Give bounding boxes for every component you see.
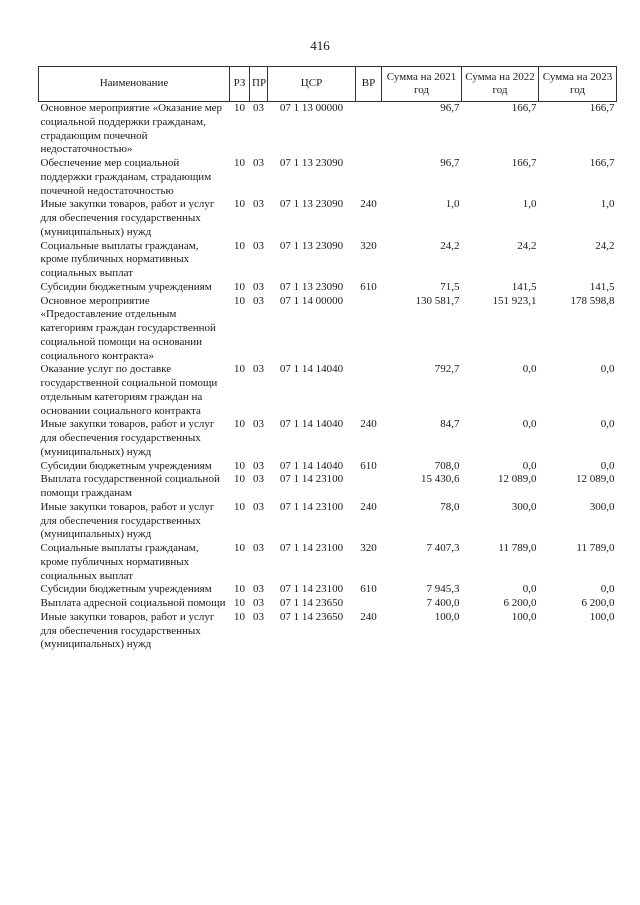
row-name-cell: Субсидии бюджетным учреждениям bbox=[40, 583, 212, 596]
row-vr-cell bbox=[356, 363, 382, 418]
row-rz-cell: 10 bbox=[234, 239, 245, 252]
row-csr-cell: 07 1 13 23090 bbox=[279, 198, 344, 211]
row-pr-cell: 03 bbox=[253, 459, 264, 472]
row-pr-cell: 03 bbox=[253, 102, 264, 114]
row-vr-cell: 240 bbox=[360, 500, 377, 513]
header-csr: ЦСР bbox=[268, 67, 356, 102]
row-name-cell: Иные закупки товаров, работ и услуг для обеспечения государственных (муниципальных) нужд bbox=[40, 610, 215, 651]
header-pr: ПР bbox=[250, 67, 268, 102]
row-vr-cell: 610 bbox=[360, 583, 377, 596]
table-row bbox=[39, 473, 617, 501]
row-name-cell: Социальные выплаты гражданам, кроме публичных нормативных социальных выплат bbox=[40, 542, 199, 582]
row-name-cell: Иные закупки товаров, работ и услуг для обеспечения государственных (муниципальных) нужд bbox=[40, 418, 215, 458]
row-name-cell: Иные закупки товаров, работ и услуг для обеспечения государственных (муниципальных) нужд bbox=[40, 500, 215, 541]
row-sum-2022-cell: 166,7 bbox=[511, 102, 537, 114]
row-name-cell: Основное мероприятие «Предоставление отдельным категориям граждан государственной социальной помощи на основании социального контракта» bbox=[40, 294, 216, 362]
row-sum-2021-cell: 708,0 bbox=[434, 459, 460, 472]
row-sum-2023-cell: 178 598,8 bbox=[570, 294, 615, 307]
row-pr-cell: 03 bbox=[253, 583, 264, 596]
row-vr-cell bbox=[356, 597, 382, 611]
row-name-cell: Обеспечение мер социальной поддержки гражданам, страдающим почечной недостаточностью bbox=[40, 157, 212, 197]
row-rz-cell: 10 bbox=[234, 418, 245, 431]
row-csr-cell: 07 1 14 14040 bbox=[279, 459, 344, 472]
table-row bbox=[39, 102, 617, 158]
row-sum-2022-cell: 6 200,0 bbox=[503, 597, 537, 609]
row-sum-2021-cell: 78,0 bbox=[440, 500, 460, 513]
row-csr-cell: 07 1 14 23100 bbox=[279, 583, 344, 596]
row-sum-2022-cell: 0,0 bbox=[522, 459, 537, 472]
row-sum-2023-cell: 300,0 bbox=[589, 500, 615, 513]
row-rz-cell: 10 bbox=[234, 280, 245, 293]
row-sum-2021-cell: 71,5 bbox=[440, 280, 460, 293]
header-sum-2023: Сумма на 2023 год bbox=[539, 67, 617, 102]
row-rz-cell: 10 bbox=[234, 294, 245, 307]
row-rz-cell: 10 bbox=[234, 500, 245, 513]
row-sum-2021-cell: 24,2 bbox=[440, 239, 460, 252]
table-header bbox=[39, 67, 617, 102]
row-sum-2023-cell: 0,0 bbox=[600, 583, 615, 596]
row-vr-cell: 240 bbox=[360, 418, 377, 431]
row-sum-2022-cell: 0,0 bbox=[522, 363, 537, 376]
table-row bbox=[39, 157, 617, 198]
row-pr-cell: 03 bbox=[253, 500, 264, 513]
row-sum-2022-cell: 0,0 bbox=[522, 583, 537, 596]
table-row bbox=[39, 240, 617, 281]
row-vr-cell: 320 bbox=[360, 542, 377, 554]
row-rz-cell: 10 bbox=[234, 597, 245, 609]
header-rz: РЗ bbox=[230, 67, 250, 102]
row-rz-cell: 10 bbox=[234, 363, 245, 376]
row-sum-2023-cell: 24,2 bbox=[595, 239, 615, 252]
row-name-cell: Оказание услуг по доставке государственной социальной помощи отдельным категориям граждан на основании социального контракта bbox=[40, 363, 218, 417]
row-name-cell: Социальные выплаты гражданам, кроме публичных нормативных социальных выплат bbox=[40, 239, 199, 279]
row-sum-2021-cell: 84,7 bbox=[440, 418, 460, 431]
table-row bbox=[39, 583, 617, 597]
row-rz-cell: 10 bbox=[234, 583, 245, 596]
row-rz-cell: 10 bbox=[234, 157, 245, 169]
table-row bbox=[39, 363, 617, 418]
row-rz-cell: 10 bbox=[234, 473, 245, 486]
row-sum-2021-cell: 7 945,3 bbox=[426, 583, 460, 596]
row-csr-cell: 07 1 14 14040 bbox=[279, 418, 344, 431]
row-vr-cell: 320 bbox=[360, 239, 377, 252]
row-pr-cell: 03 bbox=[253, 157, 264, 169]
table-row bbox=[39, 418, 617, 459]
header-sum-2021: Сумма на 2021 год bbox=[382, 67, 462, 102]
table-row bbox=[39, 295, 617, 364]
row-sum-2023-cell: 12 089,0 bbox=[576, 473, 615, 486]
row-rz-cell: 10 bbox=[234, 102, 245, 114]
row-csr-cell: 07 1 13 23090 bbox=[279, 239, 344, 252]
row-sum-2022-cell: 166,7 bbox=[511, 157, 537, 169]
row-csr-cell: 07 1 13 23090 bbox=[279, 280, 344, 293]
header-name: Наименование bbox=[39, 67, 230, 102]
row-sum-2021-cell: 100,0 bbox=[434, 610, 460, 623]
table-row bbox=[39, 542, 617, 583]
row-csr-cell: 07 1 13 23090 bbox=[279, 157, 344, 169]
row-sum-2023-cell: 0,0 bbox=[600, 363, 615, 376]
row-pr-cell: 03 bbox=[253, 418, 264, 431]
header-row bbox=[39, 67, 617, 102]
header-sum-2022: Сумма на 2022 год bbox=[462, 67, 539, 102]
row-sum-2023-cell: 0,0 bbox=[600, 418, 615, 431]
row-pr-cell: 03 bbox=[253, 597, 264, 609]
table-row bbox=[39, 198, 617, 239]
row-sum-2023-cell: 1,0 bbox=[600, 198, 615, 211]
row-sum-2021-cell: 15 430,6 bbox=[421, 473, 460, 486]
row-vr-cell bbox=[356, 295, 382, 364]
row-sum-2022-cell: 141,5 bbox=[511, 280, 537, 293]
row-pr-cell: 03 bbox=[253, 198, 264, 211]
row-sum-2022-cell: 0,0 bbox=[522, 418, 537, 431]
row-pr-cell: 03 bbox=[253, 239, 264, 252]
table-row bbox=[39, 597, 617, 611]
row-vr-cell bbox=[356, 473, 382, 501]
table-body bbox=[39, 102, 617, 653]
table-row bbox=[39, 281, 617, 295]
row-sum-2021-cell: 7 400,0 bbox=[426, 597, 460, 609]
row-vr-cell bbox=[356, 102, 382, 158]
row-csr-cell: 07 1 14 14040 bbox=[279, 363, 344, 376]
row-csr-cell: 07 1 14 23650 bbox=[279, 610, 344, 623]
row-sum-2023-cell: 166,7 bbox=[589, 102, 615, 114]
page-number: 416 bbox=[310, 38, 330, 53]
row-sum-2023-cell: 100,0 bbox=[589, 610, 615, 623]
row-sum-2023-cell: 6 200,0 bbox=[581, 597, 615, 609]
row-csr-cell: 07 1 14 23650 bbox=[279, 597, 344, 609]
row-vr-cell: 610 bbox=[360, 459, 377, 472]
row-sum-2022-cell: 1,0 bbox=[522, 198, 537, 211]
row-sum-2021-cell: 7 407,3 bbox=[426, 542, 460, 554]
header-vr: ВР bbox=[356, 67, 382, 102]
row-sum-2022-cell: 12 089,0 bbox=[498, 473, 537, 486]
row-name-cell: Выплата адресной социальной помощи bbox=[40, 597, 226, 609]
row-csr-cell: 07 1 14 23100 bbox=[279, 473, 344, 486]
row-pr-cell: 03 bbox=[253, 542, 264, 554]
row-pr-cell: 03 bbox=[253, 473, 264, 486]
row-pr-cell: 03 bbox=[253, 610, 264, 623]
row-sum-2021-cell: 1,0 bbox=[445, 198, 460, 211]
row-sum-2021-cell: 96,7 bbox=[440, 157, 460, 169]
row-name-cell: Субсидии бюджетным учреждениям bbox=[40, 280, 212, 293]
row-sum-2021-cell: 792,7 bbox=[434, 363, 460, 376]
table-row bbox=[39, 501, 617, 542]
row-vr-cell: 240 bbox=[360, 198, 377, 211]
row-sum-2021-cell: 96,7 bbox=[440, 102, 460, 114]
row-vr-cell bbox=[356, 157, 382, 198]
table-row bbox=[39, 611, 617, 652]
row-vr-cell: 240 bbox=[360, 610, 377, 623]
row-sum-2022-cell: 300,0 bbox=[511, 500, 537, 513]
row-name-cell: Основное мероприятие «Оказание мер социальной поддержки гражданам, страдающим почечной недостаточностью» bbox=[40, 102, 223, 156]
row-rz-cell: 10 bbox=[234, 459, 245, 472]
row-pr-cell: 03 bbox=[253, 280, 264, 293]
row-name-cell: Иные закупки товаров, работ и услуг для обеспечения государственных (муниципальных) нужд bbox=[40, 198, 215, 238]
row-csr-cell: 07 1 14 23100 bbox=[279, 542, 344, 554]
table-row bbox=[39, 460, 617, 474]
row-csr-cell: 07 1 14 23100 bbox=[279, 500, 344, 513]
row-sum-2023-cell: 0,0 bbox=[600, 459, 615, 472]
row-rz-cell: 10 bbox=[234, 610, 245, 623]
row-name-cell: Выплата государственной социальной помощи гражданам bbox=[40, 473, 220, 499]
row-sum-2022-cell: 11 789,0 bbox=[498, 542, 537, 554]
row-csr-cell: 07 1 13 00000 bbox=[279, 102, 344, 114]
row-sum-2023-cell: 11 789,0 bbox=[576, 542, 615, 554]
row-sum-2022-cell: 24,2 bbox=[517, 239, 537, 252]
row-pr-cell: 03 bbox=[253, 363, 264, 376]
row-csr-cell: 07 1 14 00000 bbox=[279, 294, 344, 307]
row-sum-2021-cell: 130 581,7 bbox=[415, 294, 460, 307]
row-sum-2023-cell: 141,5 bbox=[589, 280, 615, 293]
row-vr-cell: 610 bbox=[360, 280, 377, 293]
row-rz-cell: 10 bbox=[234, 198, 245, 211]
row-sum-2022-cell: 100,0 bbox=[511, 610, 537, 623]
row-pr-cell: 03 bbox=[253, 294, 264, 307]
row-sum-2022-cell: 151 923,1 bbox=[492, 294, 537, 307]
row-name-cell: Субсидии бюджетным учреждениям bbox=[40, 459, 212, 472]
row-sum-2023-cell: 166,7 bbox=[589, 157, 615, 169]
budget-table bbox=[38, 66, 617, 652]
row-rz-cell: 10 bbox=[234, 542, 245, 554]
